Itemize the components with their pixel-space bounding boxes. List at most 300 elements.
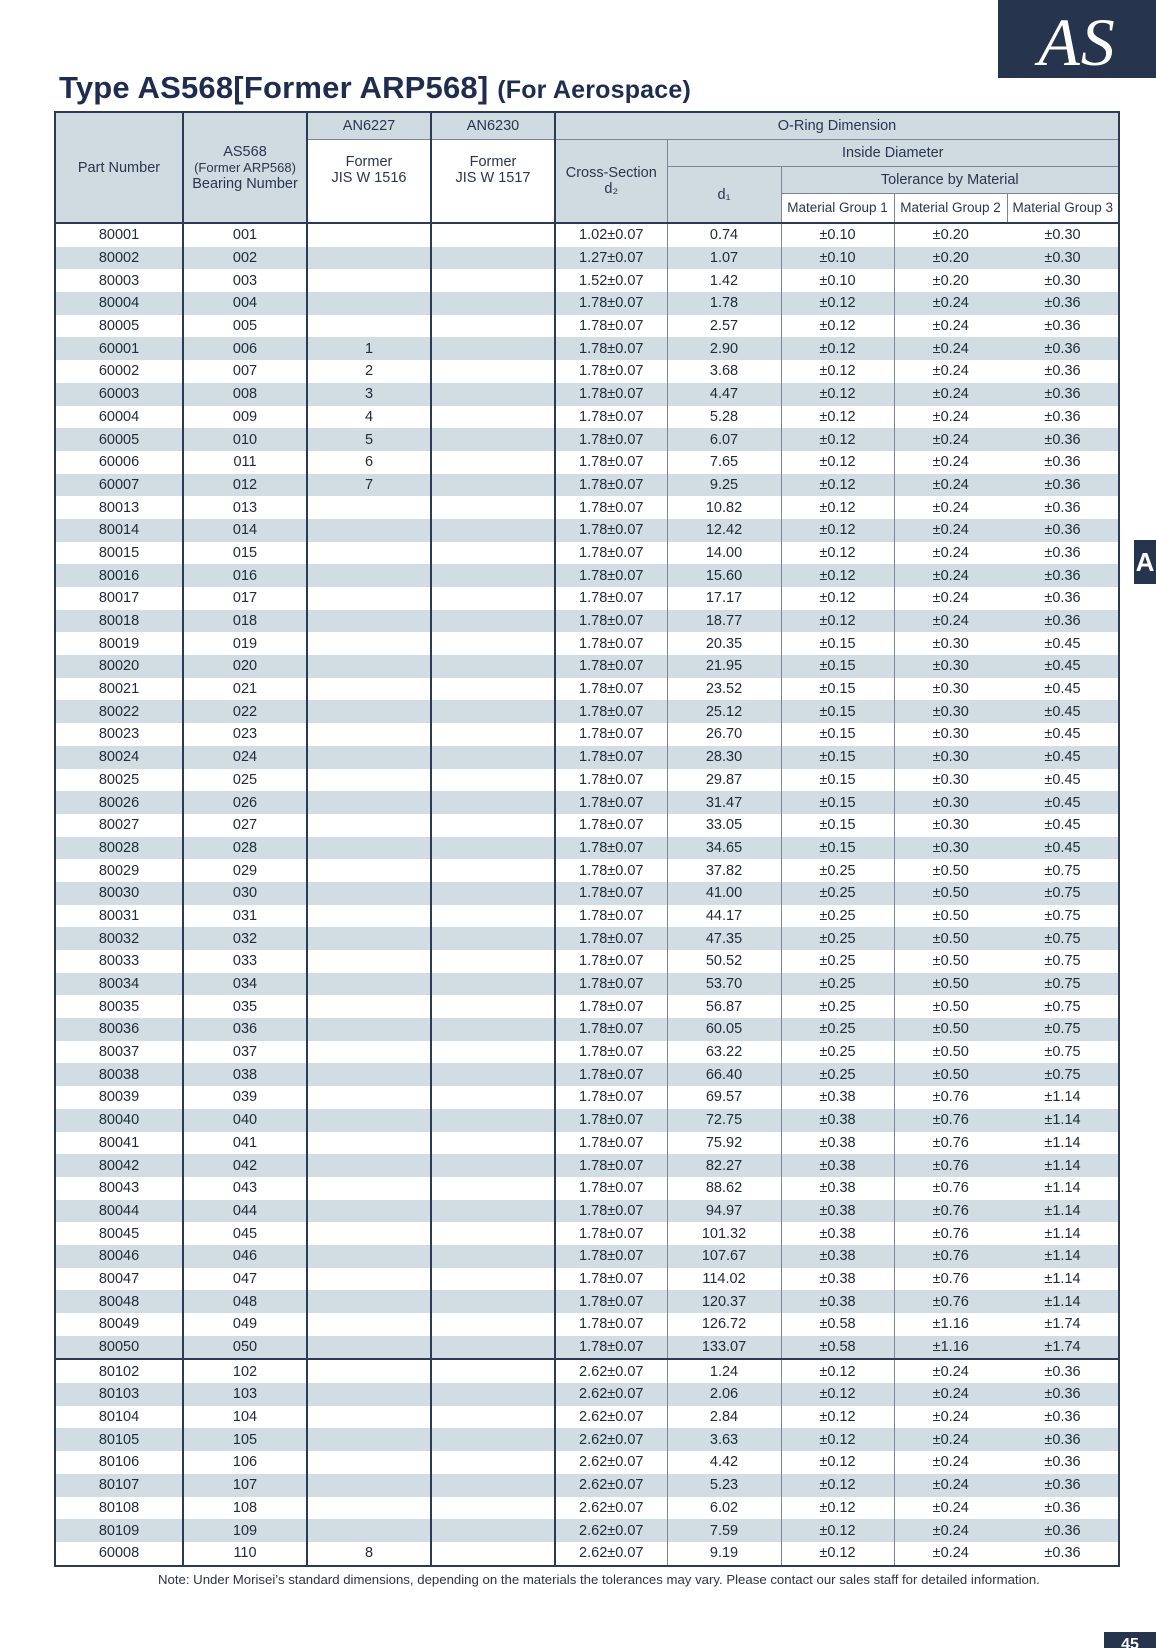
cell-an6227-number [307, 519, 431, 542]
table-row [55, 814, 1119, 837]
cell-part-number: 80014 [55, 519, 183, 542]
cell-cross-section: 1.78±0.07 [555, 632, 667, 655]
cell-as568-number: 014 [183, 519, 307, 542]
cell-tolerance-group-1: ±0.38 [781, 1109, 894, 1132]
cell-cross-section: 1.78±0.07 [555, 1200, 667, 1223]
cell-part-number: 80042 [55, 1154, 183, 1177]
cell-as568-number: 048 [183, 1290, 307, 1313]
cell-cross-section: 1.78±0.07 [555, 995, 667, 1018]
cell-as568-number: 013 [183, 496, 307, 519]
cell-tolerance-group-1: ±0.25 [781, 1018, 894, 1041]
cell-tolerance-group-2: ±0.50 [894, 882, 1007, 905]
header-cross-section: Cross-Section d₂ [555, 140, 667, 224]
cell-tolerance-group-1: ±0.12 [781, 292, 894, 315]
cell-part-number: 60001 [55, 337, 183, 360]
table-row [55, 1041, 1119, 1064]
cell-d1: 14.00 [667, 542, 781, 565]
cell-tolerance-group-1: ±0.25 [781, 882, 894, 905]
cell-d1: 15.60 [667, 564, 781, 587]
cell-as568-number: 024 [183, 746, 307, 769]
cell-tolerance-group-1: ±0.38 [781, 1132, 894, 1155]
cell-cross-section: 1.78±0.07 [555, 882, 667, 905]
cell-tolerance-group-1: ±0.38 [781, 1200, 894, 1223]
cell-tolerance-group-2: ±0.24 [894, 1406, 1007, 1429]
cell-an6230-number [431, 700, 555, 723]
table-row [55, 973, 1119, 996]
cell-cross-section: 1.78±0.07 [555, 1086, 667, 1109]
cell-as568-number: 015 [183, 542, 307, 565]
cell-part-number: 60007 [55, 474, 183, 497]
cell-as568-number: 103 [183, 1383, 307, 1406]
cell-cross-section: 2.62±0.07 [555, 1542, 667, 1566]
cell-tolerance-group-1: ±0.12 [781, 1428, 894, 1451]
cell-part-number: 80036 [55, 1018, 183, 1041]
cell-an6227-number [307, 1268, 431, 1291]
cell-tolerance-group-3: ±0.36 [1007, 474, 1119, 497]
cell-tolerance-group-1: ±0.12 [781, 337, 894, 360]
cell-cross-section: 1.78±0.07 [555, 1154, 667, 1177]
cell-an6227-number [307, 1132, 431, 1155]
cell-tolerance-group-1: ±0.58 [781, 1313, 894, 1336]
cell-as568-number: 002 [183, 247, 307, 270]
cell-part-number: 80027 [55, 814, 183, 837]
cell-tolerance-group-3: ±1.14 [1007, 1109, 1119, 1132]
table-row [55, 746, 1119, 769]
header-material-group-1: Material Group 1 [781, 194, 894, 224]
cell-tolerance-group-3: ±0.45 [1007, 678, 1119, 701]
header-tolerance-by-material: Tolerance by Material [781, 167, 1119, 194]
cell-as568-number: 010 [183, 428, 307, 451]
cell-an6227-number [307, 1041, 431, 1064]
cell-tolerance-group-3: ±0.36 [1007, 1519, 1119, 1542]
cell-d1: 72.75 [667, 1109, 781, 1132]
cell-part-number: 80017 [55, 587, 183, 610]
cell-tolerance-group-1: ±0.12 [781, 1542, 894, 1566]
cell-an6230-number [431, 632, 555, 655]
header-oring-dimension: O-Ring Dimension [555, 112, 1119, 140]
cell-cross-section: 1.78±0.07 [555, 383, 667, 406]
cell-as568-number: 011 [183, 451, 307, 474]
cell-cross-section: 1.78±0.07 [555, 678, 667, 701]
cell-tolerance-group-2: ±0.30 [894, 769, 1007, 792]
cell-tolerance-group-2: ±0.24 [894, 1428, 1007, 1451]
cell-tolerance-group-3: ±0.75 [1007, 882, 1119, 905]
cell-as568-number: 035 [183, 995, 307, 1018]
cell-an6230-number [431, 1497, 555, 1520]
cell-an6230-number [431, 1428, 555, 1451]
oring-table-container [54, 111, 1118, 1567]
cell-tolerance-group-2: ±0.24 [894, 542, 1007, 565]
cell-d1: 133.07 [667, 1336, 781, 1360]
table-row [55, 927, 1119, 950]
cell-d1: 28.30 [667, 746, 781, 769]
cell-part-number: 80102 [55, 1359, 183, 1383]
cell-tolerance-group-2: ±0.24 [894, 451, 1007, 474]
cell-an6227-number [307, 1109, 431, 1132]
cell-cross-section: 1.78±0.07 [555, 1290, 667, 1313]
cell-as568-number: 032 [183, 927, 307, 950]
cell-tolerance-group-2: ±0.76 [894, 1154, 1007, 1177]
header-as568: AS568 (Former ARP568) Bearing Number [183, 112, 307, 223]
cell-d1: 9.19 [667, 1542, 781, 1566]
table-row [55, 791, 1119, 814]
cell-cross-section: 1.78±0.07 [555, 769, 667, 792]
cell-tolerance-group-2: ±0.24 [894, 383, 1007, 406]
cell-d1: 25.12 [667, 700, 781, 723]
table-row [55, 223, 1119, 247]
cell-tolerance-group-3: ±0.45 [1007, 769, 1119, 792]
cell-an6230-number [431, 814, 555, 837]
cell-d1: 44.17 [667, 905, 781, 928]
table-row [55, 1132, 1119, 1155]
cell-part-number: 80040 [55, 1109, 183, 1132]
cell-d1: 2.90 [667, 337, 781, 360]
cell-as568-number: 044 [183, 1200, 307, 1223]
cell-cross-section: 1.78±0.07 [555, 474, 667, 497]
cell-cross-section: 1.78±0.07 [555, 814, 667, 837]
cell-an6227-number: 4 [307, 406, 431, 429]
cell-part-number: 80023 [55, 723, 183, 746]
table-row [55, 1313, 1119, 1336]
cell-an6230-number [431, 292, 555, 315]
cell-cross-section: 1.78±0.07 [555, 973, 667, 996]
cell-d1: 120.37 [667, 1290, 781, 1313]
cell-an6227-number [307, 905, 431, 928]
table-header [55, 112, 1119, 223]
cell-tolerance-group-1: ±0.15 [781, 791, 894, 814]
cell-an6230-number [431, 950, 555, 973]
cell-an6230-number [431, 1041, 555, 1064]
cell-tolerance-group-2: ±0.50 [894, 927, 1007, 950]
cell-tolerance-group-2: ±0.30 [894, 678, 1007, 701]
cell-tolerance-group-2: ±0.30 [894, 791, 1007, 814]
cell-tolerance-group-3: ±1.74 [1007, 1313, 1119, 1336]
cell-tolerance-group-2: ±0.24 [894, 406, 1007, 429]
cell-part-number: 80021 [55, 678, 183, 701]
cell-tolerance-group-1: ±0.12 [781, 1359, 894, 1383]
cell-an6230-number [431, 428, 555, 451]
cell-as568-number: 028 [183, 837, 307, 860]
cell-tolerance-group-3: ±0.45 [1007, 723, 1119, 746]
cell-tolerance-group-2: ±0.30 [894, 837, 1007, 860]
cell-cross-section: 1.78±0.07 [555, 791, 667, 814]
cell-an6230-number [431, 315, 555, 338]
cell-an6227-number [307, 1474, 431, 1497]
cell-tolerance-group-1: ±0.10 [781, 223, 894, 247]
cell-d1: 20.35 [667, 632, 781, 655]
cell-an6230-number [431, 678, 555, 701]
cell-tolerance-group-3: ±0.45 [1007, 700, 1119, 723]
table-row [55, 723, 1119, 746]
cell-as568-number: 041 [183, 1132, 307, 1155]
cell-as568-number: 030 [183, 882, 307, 905]
table-row [55, 1497, 1119, 1520]
cell-part-number: 80026 [55, 791, 183, 814]
cell-cross-section: 1.78±0.07 [555, 1018, 667, 1041]
cell-tolerance-group-2: ±0.24 [894, 587, 1007, 610]
cell-as568-number: 007 [183, 360, 307, 383]
cell-cross-section: 1.78±0.07 [555, 564, 667, 587]
cell-an6227-number [307, 542, 431, 565]
cell-an6227-number [307, 1290, 431, 1313]
cell-an6230-number [431, 1519, 555, 1542]
cell-d1: 82.27 [667, 1154, 781, 1177]
cell-tolerance-group-2: ±0.24 [894, 474, 1007, 497]
cell-as568-number: 109 [183, 1519, 307, 1542]
cell-tolerance-group-3: ±0.36 [1007, 542, 1119, 565]
cell-tolerance-group-3: ±0.45 [1007, 655, 1119, 678]
cell-as568-number: 005 [183, 315, 307, 338]
cell-part-number: 80025 [55, 769, 183, 792]
cell-d1: 1.42 [667, 269, 781, 292]
cell-an6230-number [431, 769, 555, 792]
cell-tolerance-group-2: ±0.50 [894, 995, 1007, 1018]
cell-d1: 5.23 [667, 1474, 781, 1497]
table-row [55, 995, 1119, 1018]
cell-an6227-number [307, 1063, 431, 1086]
cell-tolerance-group-2: ±0.50 [894, 905, 1007, 928]
table-row [55, 474, 1119, 497]
cell-tolerance-group-3: ±0.75 [1007, 927, 1119, 950]
cell-an6227-number [307, 1313, 431, 1336]
cell-cross-section: 2.62±0.07 [555, 1406, 667, 1429]
cell-tolerance-group-2: ±0.24 [894, 564, 1007, 587]
table-row [55, 337, 1119, 360]
cell-tolerance-group-3: ±0.75 [1007, 859, 1119, 882]
cell-d1: 66.40 [667, 1063, 781, 1086]
cell-tolerance-group-1: ±0.12 [781, 315, 894, 338]
cell-tolerance-group-2: ±0.24 [894, 1542, 1007, 1566]
cell-part-number: 80022 [55, 700, 183, 723]
cell-an6227-number [307, 1154, 431, 1177]
cell-an6227-number [307, 723, 431, 746]
cell-as568-number: 012 [183, 474, 307, 497]
cell-part-number: 80001 [55, 223, 183, 247]
cell-d1: 101.32 [667, 1222, 781, 1245]
cell-cross-section: 2.62±0.07 [555, 1519, 667, 1542]
cell-part-number: 80047 [55, 1268, 183, 1291]
cell-an6227-number: 7 [307, 474, 431, 497]
cell-an6227-number [307, 1018, 431, 1041]
cell-an6230-number [431, 337, 555, 360]
table-row [55, 859, 1119, 882]
cell-part-number: 80024 [55, 746, 183, 769]
table-row [55, 1383, 1119, 1406]
cell-an6230-number [431, 383, 555, 406]
cell-cross-section: 1.52±0.07 [555, 269, 667, 292]
cell-tolerance-group-3: ±0.75 [1007, 1041, 1119, 1064]
cell-d1: 23.52 [667, 678, 781, 701]
cell-d1: 21.95 [667, 655, 781, 678]
cell-d1: 94.97 [667, 1200, 781, 1223]
table-row [55, 632, 1119, 655]
cell-an6227-number [307, 700, 431, 723]
cell-tolerance-group-3: ±1.14 [1007, 1200, 1119, 1223]
cell-tolerance-group-2: ±0.76 [894, 1245, 1007, 1268]
cell-tolerance-group-3: ±0.45 [1007, 837, 1119, 860]
cell-tolerance-group-3: ±0.36 [1007, 383, 1119, 406]
cell-as568-number: 043 [183, 1177, 307, 1200]
table-row [55, 1406, 1119, 1429]
cell-as568-number: 105 [183, 1428, 307, 1451]
table-row [55, 1086, 1119, 1109]
cell-part-number: 80005 [55, 315, 183, 338]
cell-an6227-number [307, 1359, 431, 1383]
cell-cross-section: 1.78±0.07 [555, 1268, 667, 1291]
header-an6227-former: Former JIS W 1516 [307, 140, 431, 224]
cell-d1: 88.62 [667, 1177, 781, 1200]
cell-tolerance-group-3: ±0.75 [1007, 1063, 1119, 1086]
cell-d1: 12.42 [667, 519, 781, 542]
table-row [55, 1268, 1119, 1291]
cell-as568-number: 049 [183, 1313, 307, 1336]
cell-part-number: 80050 [55, 1336, 183, 1360]
cell-an6227-number [307, 1383, 431, 1406]
cell-as568-number: 046 [183, 1245, 307, 1268]
cell-tolerance-group-2: ±0.76 [894, 1268, 1007, 1291]
cell-tolerance-group-1: ±0.12 [781, 383, 894, 406]
cell-tolerance-group-1: ±0.12 [781, 496, 894, 519]
header-an6230-former: Former JIS W 1517 [431, 140, 555, 224]
cell-an6230-number [431, 837, 555, 860]
cell-tolerance-group-3: ±0.75 [1007, 950, 1119, 973]
cell-an6227-number [307, 496, 431, 519]
section-badge: AS [998, 0, 1156, 78]
cell-part-number: 80020 [55, 655, 183, 678]
cell-as568-number: 016 [183, 564, 307, 587]
cell-as568-number: 019 [183, 632, 307, 655]
cell-an6230-number [431, 223, 555, 247]
cell-tolerance-group-3: ±1.14 [1007, 1177, 1119, 1200]
cell-d1: 2.57 [667, 315, 781, 338]
cell-an6227-number [307, 223, 431, 247]
cell-an6230-number [431, 1290, 555, 1313]
cell-d1: 6.07 [667, 428, 781, 451]
cell-part-number: 80046 [55, 1245, 183, 1268]
cell-tolerance-group-1: ±0.12 [781, 1519, 894, 1542]
cell-tolerance-group-1: ±0.58 [781, 1336, 894, 1360]
cell-tolerance-group-2: ±0.30 [894, 723, 1007, 746]
cell-tolerance-group-2: ±0.76 [894, 1086, 1007, 1109]
cell-tolerance-group-1: ±0.25 [781, 927, 894, 950]
cell-an6230-number [431, 973, 555, 996]
cell-an6227-number [307, 247, 431, 270]
cell-as568-number: 040 [183, 1109, 307, 1132]
cell-an6230-number [431, 1383, 555, 1406]
cell-cross-section: 1.78±0.07 [555, 1245, 667, 1268]
table-row [55, 700, 1119, 723]
cell-tolerance-group-1: ±0.25 [781, 973, 894, 996]
cell-an6230-number [431, 1177, 555, 1200]
cell-tolerance-group-2: ±0.24 [894, 337, 1007, 360]
cell-an6227-number: 1 [307, 337, 431, 360]
cell-d1: 37.82 [667, 859, 781, 882]
cell-tolerance-group-3: ±0.30 [1007, 247, 1119, 270]
cell-part-number: 80019 [55, 632, 183, 655]
cell-part-number: 60003 [55, 383, 183, 406]
cell-cross-section: 1.78±0.07 [555, 1132, 667, 1155]
cell-part-number: 60004 [55, 406, 183, 429]
cell-tolerance-group-2: ±0.50 [894, 1041, 1007, 1064]
cell-tolerance-group-3: ±0.36 [1007, 587, 1119, 610]
header-inside-diameter: Inside Diameter [667, 140, 1119, 167]
cell-as568-number: 036 [183, 1018, 307, 1041]
cell-as568-number: 029 [183, 859, 307, 882]
cell-tolerance-group-3: ±1.74 [1007, 1336, 1119, 1360]
cell-part-number: 60002 [55, 360, 183, 383]
cell-as568-number: 110 [183, 1542, 307, 1566]
cell-tolerance-group-3: ±0.36 [1007, 496, 1119, 519]
cell-an6227-number [307, 859, 431, 882]
table-row [55, 1018, 1119, 1041]
cell-an6230-number [431, 474, 555, 497]
cell-d1: 53.70 [667, 973, 781, 996]
table-row [55, 1063, 1119, 1086]
cell-tolerance-group-2: ±0.76 [894, 1109, 1007, 1132]
cell-tolerance-group-3: ±0.45 [1007, 746, 1119, 769]
cell-tolerance-group-3: ±0.36 [1007, 337, 1119, 360]
table-row [55, 542, 1119, 565]
cell-d1: 9.25 [667, 474, 781, 497]
cell-an6227-number [307, 1428, 431, 1451]
cell-part-number: 80003 [55, 269, 183, 292]
cell-tolerance-group-1: ±0.12 [781, 1406, 894, 1429]
cell-part-number: 80033 [55, 950, 183, 973]
cell-tolerance-group-2: ±0.50 [894, 1018, 1007, 1041]
cell-cross-section: 2.62±0.07 [555, 1474, 667, 1497]
table-body [55, 223, 1119, 1566]
cell-tolerance-group-2: ±0.76 [894, 1200, 1007, 1223]
cell-tolerance-group-2: ±0.24 [894, 1451, 1007, 1474]
table-row [55, 587, 1119, 610]
cell-tolerance-group-1: ±0.12 [781, 1497, 894, 1520]
cell-tolerance-group-3: ±0.45 [1007, 632, 1119, 655]
table-row [55, 1245, 1119, 1268]
cell-d1: 69.57 [667, 1086, 781, 1109]
cell-an6227-number [307, 655, 431, 678]
cell-as568-number: 047 [183, 1268, 307, 1291]
cell-tolerance-group-2: ±0.24 [894, 1359, 1007, 1383]
cell-as568-number: 025 [183, 769, 307, 792]
cell-an6227-number [307, 1245, 431, 1268]
table-row [55, 1222, 1119, 1245]
cell-as568-number: 004 [183, 292, 307, 315]
cell-cross-section: 1.78±0.07 [555, 315, 667, 338]
cell-d1: 0.74 [667, 223, 781, 247]
cell-d1: 26.70 [667, 723, 781, 746]
cell-tolerance-group-1: ±0.15 [781, 723, 894, 746]
cell-tolerance-group-3: ±0.36 [1007, 292, 1119, 315]
cell-an6230-number [431, 927, 555, 950]
cell-cross-section: 1.78±0.07 [555, 746, 667, 769]
cell-cross-section: 1.78±0.07 [555, 1336, 667, 1360]
cell-part-number: 80038 [55, 1063, 183, 1086]
cell-tolerance-group-1: ±0.15 [781, 814, 894, 837]
table-row [55, 1154, 1119, 1177]
cell-an6230-number [431, 1245, 555, 1268]
table-row [55, 1290, 1119, 1313]
table-row [55, 269, 1119, 292]
cell-an6227-number [307, 1222, 431, 1245]
cell-part-number: 80041 [55, 1132, 183, 1155]
cell-d1: 1.07 [667, 247, 781, 270]
cell-tolerance-group-1: ±0.25 [781, 950, 894, 973]
cell-d1: 41.00 [667, 882, 781, 905]
cell-part-number: 80018 [55, 610, 183, 633]
cell-an6227-number [307, 995, 431, 1018]
cell-an6230-number [431, 1200, 555, 1223]
table-row [55, 1428, 1119, 1451]
